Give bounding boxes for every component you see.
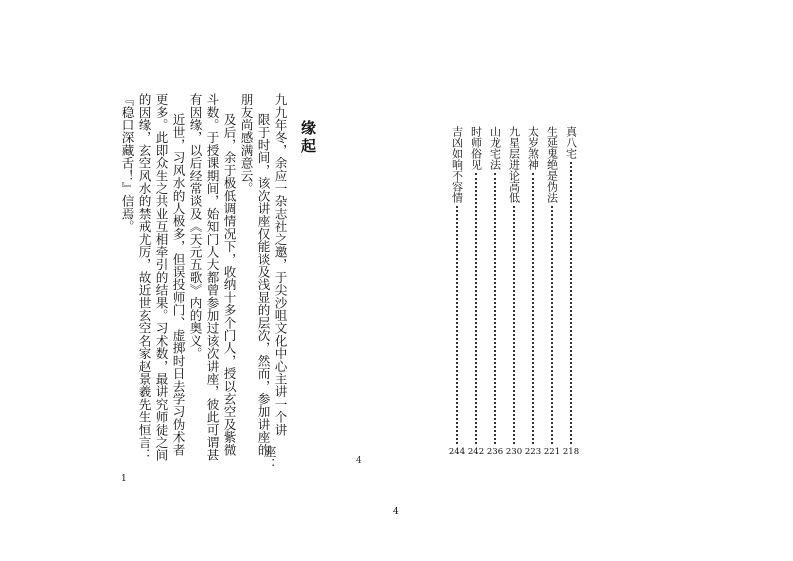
body-column: 九九年冬，余应一杂志社之邀，于尖沙咀文化中心主讲一个讲	[272, 93, 288, 436]
toc-entry-title: 真八宅	[564, 126, 578, 159]
toc-leader-dots	[456, 206, 458, 444]
toc-leader-dots	[532, 173, 534, 444]
toc-entry-title: 太岁煞神	[526, 126, 540, 170]
toc-leader-dots	[570, 162, 572, 444]
toc-entry-page: 244	[448, 446, 466, 457]
toc-entry[interactable]	[469, 126, 483, 456]
toc-entry-title: 山龙宅法	[488, 126, 502, 170]
right-page	[356, 0, 793, 561]
section-title: 缘起	[299, 120, 317, 156]
body-column: 斗数。于授课期间，始知门人大都曾参加过该次讲座，彼此可谓甚	[204, 93, 220, 462]
toc-entry[interactable]	[545, 126, 559, 456]
toc-entry[interactable]	[488, 126, 502, 456]
toc-entry-title: 生延鬼绝是伪法	[545, 126, 559, 203]
body-column: 限于时间，该次讲座仅能谈及浅显的层次，然而，参加讲座的	[255, 113, 271, 456]
toc-entry-title: 九星层进论高低	[507, 126, 521, 203]
toc-entry-page: 242	[467, 446, 485, 457]
left-page-number: 1	[121, 474, 127, 484]
toc-entry-title: 时师俗见	[469, 126, 483, 170]
footer-page-number: 4	[393, 507, 399, 517]
toc-leader-dots	[551, 206, 553, 444]
body-column: 朋友尚感满意云。	[238, 93, 254, 195]
toc-entry[interactable]	[450, 126, 464, 456]
toc-leader-dots	[475, 173, 477, 444]
toc-entry-title: 吉凶如响不容情	[450, 126, 464, 203]
toc-entry[interactable]	[564, 126, 578, 456]
left-page	[0, 0, 396, 561]
overlay-characters: 座：	[261, 445, 277, 471]
toc-entry[interactable]	[526, 126, 540, 456]
toc-entry-page: 223	[524, 446, 542, 457]
toc-entry-page: 218	[562, 446, 580, 457]
body-column: 及后，余于极低调情况下，收纳十多个门人，授以玄空及紫微	[221, 113, 237, 456]
toc-entry[interactable]	[507, 126, 521, 456]
body-column: 近世，习风水的人极多，但误投师门、虚掷时日去学习伪术者	[170, 113, 186, 456]
body-column: 『稳口深藏舌！』信焉。	[119, 93, 135, 233]
body-column: 更多。此即众生之共业互相牵引的结果。习术数，最讲究师徒之间	[153, 93, 169, 462]
toc-entry-page: 221	[543, 446, 561, 457]
toc-entry-page: 230	[505, 446, 523, 457]
body-column: 的因缘，玄空风水的禁戒尤厉，故近世玄空名家赵景羲先生恒言：	[136, 93, 152, 462]
body-column: 有因缘，以后经常谈及《天元五歌》内的奥义。	[187, 93, 203, 360]
page-marker: 4	[356, 456, 362, 466]
toc-leader-dots	[494, 173, 496, 444]
toc-entry-page: 236	[486, 446, 504, 457]
toc-leader-dots	[513, 206, 515, 444]
